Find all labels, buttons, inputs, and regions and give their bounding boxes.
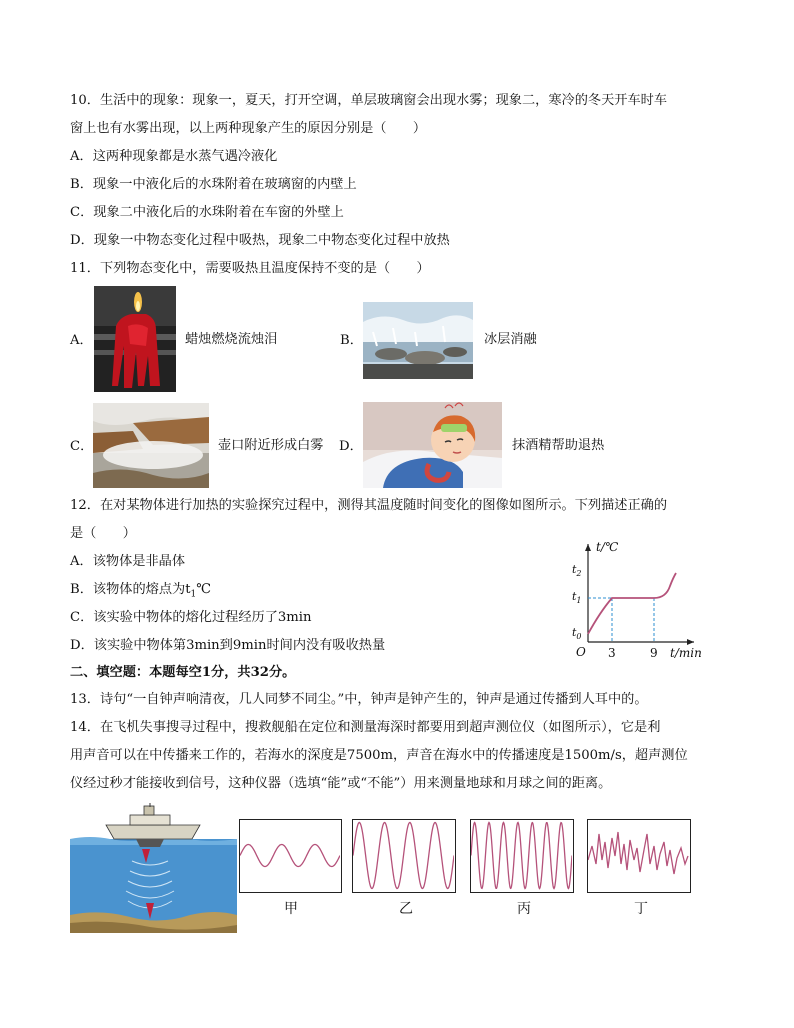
q12-stem-line1: 12．在对某物体进行加热的实验探究过程中，测得其温度随时间变化的图像如图所示。下列描述正确的 bbox=[70, 498, 668, 513]
t1-label: $t_1$ bbox=[572, 590, 582, 606]
origin-label: O bbox=[576, 645, 586, 659]
q10-option-a: A．这两种现象都是水蒸气遇冷液化 bbox=[70, 149, 278, 164]
waveform-jia-label: 甲 bbox=[284, 901, 298, 917]
waveform-bing bbox=[470, 819, 574, 893]
q12-option-a: A．该物体是非晶体 bbox=[70, 554, 186, 569]
x-tick-9: 9 bbox=[650, 646, 658, 660]
y-axis-label: t/℃ bbox=[596, 540, 619, 554]
q12-option-b-sub: 1 bbox=[190, 589, 197, 600]
q11-c-letter: C． bbox=[70, 439, 94, 454]
waveform-ding bbox=[587, 819, 691, 893]
q10-stem-line1: 10．生活中的现象：现象一，夏天，打开空调，单层玻璃窗会出现水雾；现象二，寒冷的冬天开车时车 bbox=[70, 93, 668, 108]
q11-c-text: 壶口附近形成白雾 bbox=[218, 438, 324, 453]
q12-option-b-text: B．该物体的熔点为t bbox=[70, 582, 191, 597]
q13-text: 13．诗句“一自钟声响清夜，几人同梦不同尘。”中，钟声是钟产生的，钟声是通过传播到人耳中的。 bbox=[70, 692, 648, 707]
melting-ice-image bbox=[363, 302, 473, 379]
waveform-yi-curve bbox=[353, 823, 454, 889]
q11-a-text: 蜡烛燃烧流烛泪 bbox=[185, 332, 278, 347]
q12-stem-line2: 是（ ） bbox=[70, 526, 136, 541]
q14-line3: 仪经过秒才能接收到信号，这种仪器（选填“能”或“不能”）用来测量地球和月球之间的距离。 bbox=[70, 776, 612, 791]
x-tick-3: 3 bbox=[608, 646, 616, 660]
q10-option-b: B．现象一中液化后的水珠附着在玻璃窗的内壁上 bbox=[70, 177, 357, 192]
waveform-ding-label: 丁 bbox=[634, 901, 648, 917]
temperature-time-graph bbox=[566, 538, 706, 664]
q12-option-b-unit: ℃ bbox=[196, 582, 211, 597]
t2-label: $t_2$ bbox=[572, 563, 582, 579]
q14-line2: 用声音可以在中传播来工作的，若海水的深度是7500m，声音在海水中的传播速度是1500m/s，超声测位 bbox=[70, 748, 688, 763]
waveform-jia bbox=[239, 819, 342, 893]
q11-d-text: 抹酒精帮助退热 bbox=[512, 438, 605, 453]
q12-option-d: D．该实验中物体第3min到9min时间内没有吸收热量 bbox=[70, 638, 386, 653]
q11-b-letter: B． bbox=[340, 333, 363, 348]
q11-d-letter: D． bbox=[339, 439, 363, 454]
sonar-ship-image bbox=[70, 803, 237, 933]
q10-option-c: C．现象二中液化后的水珠附着在车窗的外壁上 bbox=[70, 205, 344, 220]
waveform-jia-curve bbox=[240, 845, 340, 867]
candle-image bbox=[94, 286, 176, 392]
section-heading-fill-in: 二、填空题：本题每空1分，共32分。 bbox=[70, 665, 296, 680]
q11-stem: 11．下列物态变化中，需要吸热且温度保持不变的是（ ） bbox=[70, 261, 430, 276]
waterfall-mist-image bbox=[93, 403, 209, 488]
t0-label: $t_0$ bbox=[572, 626, 582, 642]
x-axis-label: t/min bbox=[670, 646, 702, 660]
q11-b-text: 冰层消融 bbox=[484, 332, 537, 347]
q12-option-b bbox=[70, 580, 211, 605]
q10-option-d: D．现象一中物态变化过程中吸热，现象二中物态变化过程中放热 bbox=[70, 233, 450, 248]
q10-stem-line2: 窗上也有水雾出现，以上两种现象产生的原因分别是（ ） bbox=[70, 121, 427, 136]
fever-child-image bbox=[363, 402, 502, 488]
waveform-bing-curve bbox=[471, 823, 572, 889]
waveform-ding-curve bbox=[588, 832, 688, 874]
q14-line1: 14．在飞机失事搜寻过程中，搜救舰船在定位和测量海深时都要用到超声测位仪（如图所示），它是利 bbox=[70, 720, 661, 735]
waveform-yi-label: 乙 bbox=[399, 901, 413, 917]
waveform-yi bbox=[352, 819, 456, 893]
q12-option-c: C．该实验中物体的熔化过程经历了3min bbox=[70, 610, 312, 625]
q11-a-letter: A． bbox=[70, 333, 93, 348]
waveform-bing-label: 丙 bbox=[517, 901, 531, 917]
